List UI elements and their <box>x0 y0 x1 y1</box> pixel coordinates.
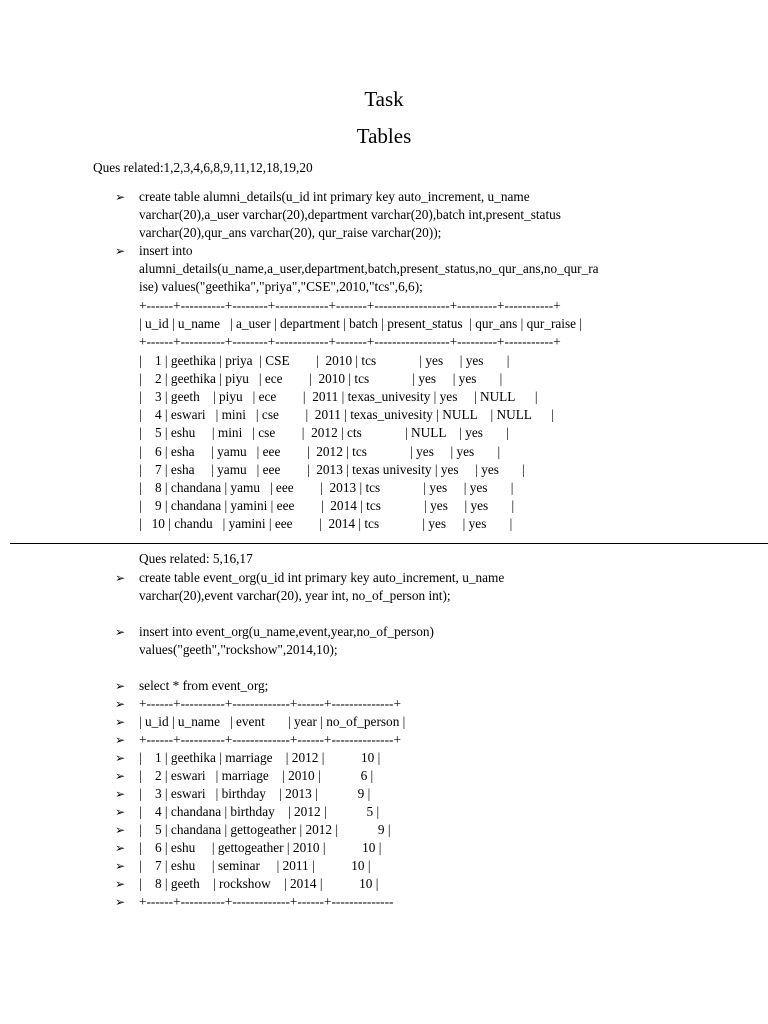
table-line: | 2 | geethika | piyu | ece | 2010 | tcs | yes | yes | <box>139 370 503 386</box>
ques-related-label-2: Ques related: 5,16,17 <box>139 551 253 566</box>
table-line: ➢ | 8 | geeth | rockshow | 2014 | 10 | <box>115 876 379 891</box>
create-stmt-line: varchar(20),a_user varchar(20),department varchar(20),batch int,present_status <box>139 207 561 222</box>
page-subtitle: Tables <box>356 124 412 148</box>
table-line: ➢ | 1 | geethika | marriage | 2012 | 10 | <box>115 750 381 765</box>
section1-bullets <box>115 188 755 296</box>
arrow-bullet-icon: ➢ <box>115 751 126 765</box>
insert-stmt-line: values("geeth","rockshow",2014,10); <box>139 642 338 657</box>
section-divider <box>10 543 768 544</box>
table-line: ➢ +------+----------+-------------+------+--------------+ <box>115 732 401 747</box>
table-line: | 6 | esha | yamu | eee | 2012 | tcs | yes | yes | <box>139 443 501 459</box>
arrow-bullet-icon: ➢ <box>115 859 126 873</box>
arrow-bullet-icon: ➢ <box>115 805 126 819</box>
table-line: ➢ | 5 | chandana | gettogeather | 2012 | 9 | <box>115 822 391 837</box>
create-stmt-line: ➢ create table event_org(u_id int primary key auto_increment, u_name <box>115 570 505 585</box>
alumni-table-output <box>139 297 582 533</box>
table-line: ➢ | 2 | eswari | marriage | 2010 | 6 | <box>115 768 374 783</box>
event-table-output <box>115 695 755 911</box>
select-stmt-line: ➢ select * from event_org; <box>115 678 269 693</box>
table-line: | u_id | u_name | a_user | department | batch | present_status | qur_ans | qur_raise | <box>139 316 583 332</box>
table-line: | 1 | geethika | priya | CSE | 2010 | tcs | yes | yes | <box>139 352 510 368</box>
table-line: +------+----------+--------+------------+-------+-----------------+---------+-----------+ <box>139 298 561 313</box>
table-line: +------+----------+--------+------------+-------+-----------------+---------+-----------+ <box>139 334 561 350</box>
table-line: ➢ | 4 | chandana | birthday | 2012 | 5 | <box>115 804 380 819</box>
ques-related-label-1: Ques related:1,2,3,4,6,8,9,11,12,18,19,20 <box>93 160 313 175</box>
arrow-bullet-icon: ➢ <box>115 895 126 909</box>
arrow-bullet-icon: ➢ <box>115 190 126 204</box>
section2-create <box>115 569 755 605</box>
create-stmt-line: ➢ create table alumni_details(u_id int primary key auto_increment, u_name <box>115 189 530 204</box>
arrow-bullet-icon: ➢ <box>115 841 126 855</box>
arrow-bullet-icon: ➢ <box>115 679 126 693</box>
table-line: ➢ +------+----------+-------------+------+-------------- <box>115 894 394 909</box>
table-line: | 5 | eshu | mini | cse | 2012 | cts | NULL | yes | <box>139 425 509 441</box>
table-line: | 4 | eswari | mini | cse | 2011 | texas_univesity | NULL | NULL | <box>139 407 555 423</box>
arrow-bullet-icon: ➢ <box>115 877 126 891</box>
table-line: ➢ | 3 | eswari | birthday | 2013 | 9 | <box>115 786 371 801</box>
arrow-bullet-icon: ➢ <box>115 769 126 783</box>
section2-insert <box>115 623 755 659</box>
arrow-bullet-icon: ➢ <box>115 625 126 639</box>
table-line: | 9 | chandana | yamini | eee | 2014 | tcs | yes | yes | <box>139 498 515 514</box>
insert-stmt-line: ise) values("geethika","priya","CSE",2010,"tcs",6,6); <box>139 279 423 294</box>
insert-stmt-line: alumni_details(u_name,a_user,department,batch,present_status,no_qur_ans,no_qur_ra <box>139 261 599 276</box>
table-line: ➢ +------+----------+-------------+------+--------------+ <box>115 696 401 711</box>
table-line: | 7 | esha | yamu | eee | 2013 | texas univesity | yes | yes | <box>139 461 525 477</box>
table-line: ➢ | u_id | u_name | event | year | no_of_person | <box>115 714 406 729</box>
create-stmt-line: varchar(20),qur_ans varchar(20), qur_raise varchar(20)); <box>139 225 442 240</box>
table-line: ➢ | 7 | eshu | seminar | 2011 | 10 | <box>115 858 371 873</box>
arrow-bullet-icon: ➢ <box>115 733 126 747</box>
table-line: | 10 | chandu | yamini | eee | 2014 | tcs | yes | yes | <box>139 516 513 532</box>
section2-select <box>115 677 755 695</box>
arrow-bullet-icon: ➢ <box>115 715 126 729</box>
arrow-bullet-icon: ➢ <box>115 244 126 258</box>
table-line: | 3 | geeth | piyu | ece | 2011 | texas_univesity | yes | NULL | <box>139 388 538 404</box>
create-stmt-line: varchar(20),event varchar(20), year int, no_of_person int); <box>139 588 451 603</box>
table-line: | 8 | chandana | yamu | eee | 2013 | tcs | yes | yes | <box>139 479 514 495</box>
arrow-bullet-icon: ➢ <box>115 787 126 801</box>
page-title: Task <box>364 87 404 111</box>
table-line: ➢ | 6 | eshu | gettogeather | 2010 | 10 | <box>115 840 382 855</box>
insert-stmt-line: ➢ insert into <box>115 243 193 258</box>
insert-stmt-line: ➢ insert into event_org(u_name,event,year,no_of_person) <box>115 624 434 639</box>
arrow-bullet-icon: ➢ <box>115 571 126 585</box>
arrow-bullet-icon: ➢ <box>115 823 126 837</box>
arrow-bullet-icon: ➢ <box>115 697 126 711</box>
